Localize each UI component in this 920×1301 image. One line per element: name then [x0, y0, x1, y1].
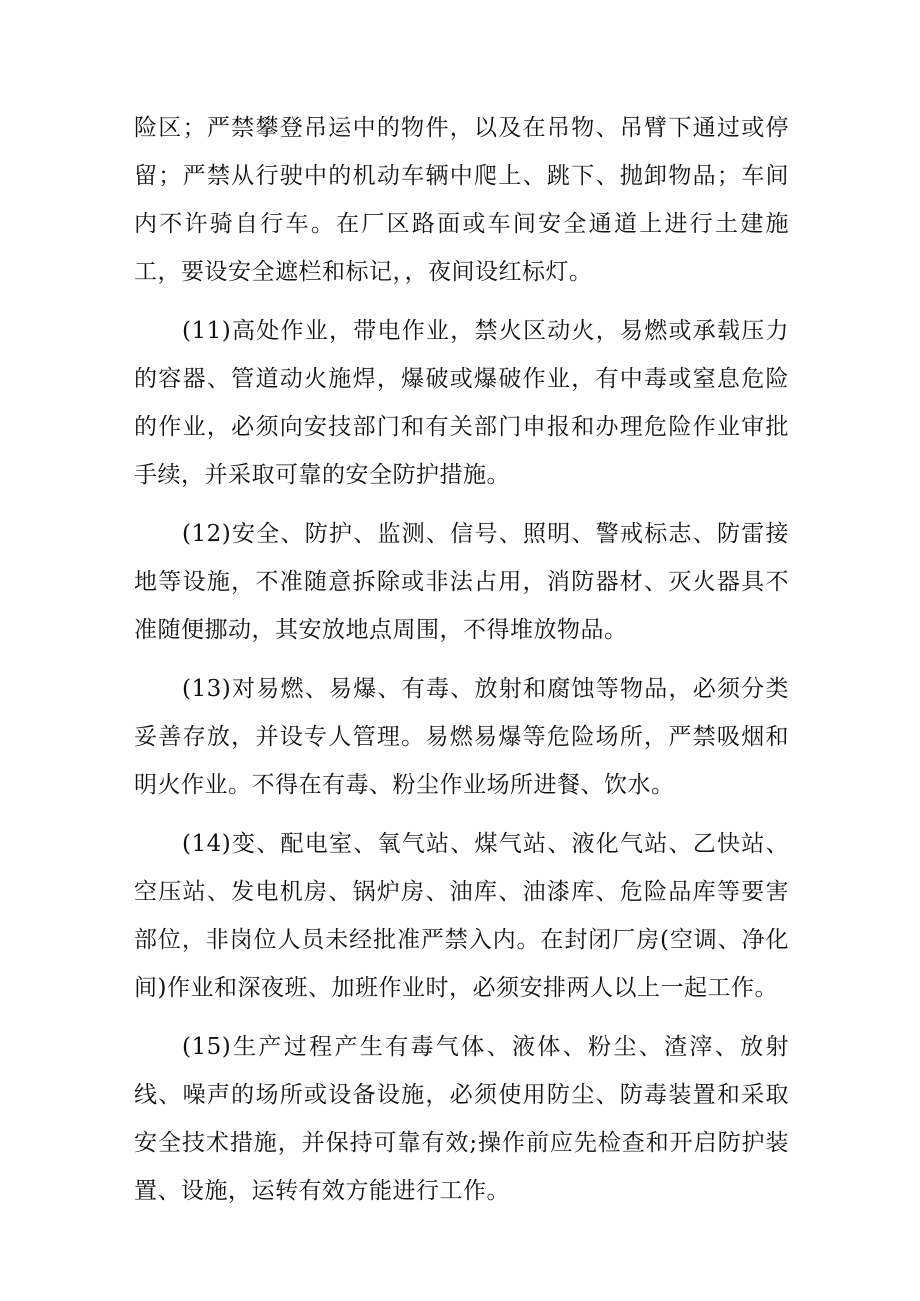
paragraph-item-11: (11)高处作业，带电作业，禁火区动火，易燃或承载压力的容器、管道动火施焊，爆破或爆破作业，有中毒或窒息危险的作业，必须向安技部门和有关部门申报和办理危险作业审批手续，并采取可靠的安全防护措施。	[134, 318, 789, 488]
document-body	[134, 104, 789, 1226]
paragraph-continuation: 险区；严禁攀登吊运中的物件，以及在吊物、吊臂下通过或停留；严禁从行驶中的机动车辆中爬上、跳下、抛卸物品；车间内不许骑自行车。在厂区路面或车间安全通道上进行土建施工，要设安全遮栏和标记，，夜间设红标灯。	[134, 115, 789, 285]
paragraph-item-12: (12)安全、防护、监测、信号、照明、警戒标志、防雷接地等设施，不准随意拆除或非法占用，消防器材、灭火器具不准随便挪动，其安放地点周围，不得堆放物品。	[134, 521, 789, 643]
paragraph-item-14: (14)变、配电室、氧气站、煤气站、液化气站、乙快站、空压站、发电机房、锅炉房、油库、油漆库、危险品库等要害部位，非岗位人员未经批准严禁入内。在封闭厂房(空调、净化间)作业和深夜班、加班作业时，必须安排两人以上一起工作。	[134, 831, 789, 1001]
paragraph-item-15: (15)生产过程产生有毒气体、液体、粉尘、渣滓、放射线、噪声的场所或设备设施，必须使用防尘、防毒装置和采取安全技术措施，并保持可靠有效;操作前应先检查和开启防护装置、设施，运转有效方能进行工作。	[134, 1034, 789, 1204]
paragraph-item-13: (13)对易燃、易爆、有毒、放射和腐蚀等物品，必须分类妥善存放，并设专人管理。易燃易爆等危险场所，严禁吸烟和明火作业。不得在有毒、粉尘作业场所进餐、饮水。	[134, 676, 789, 798]
